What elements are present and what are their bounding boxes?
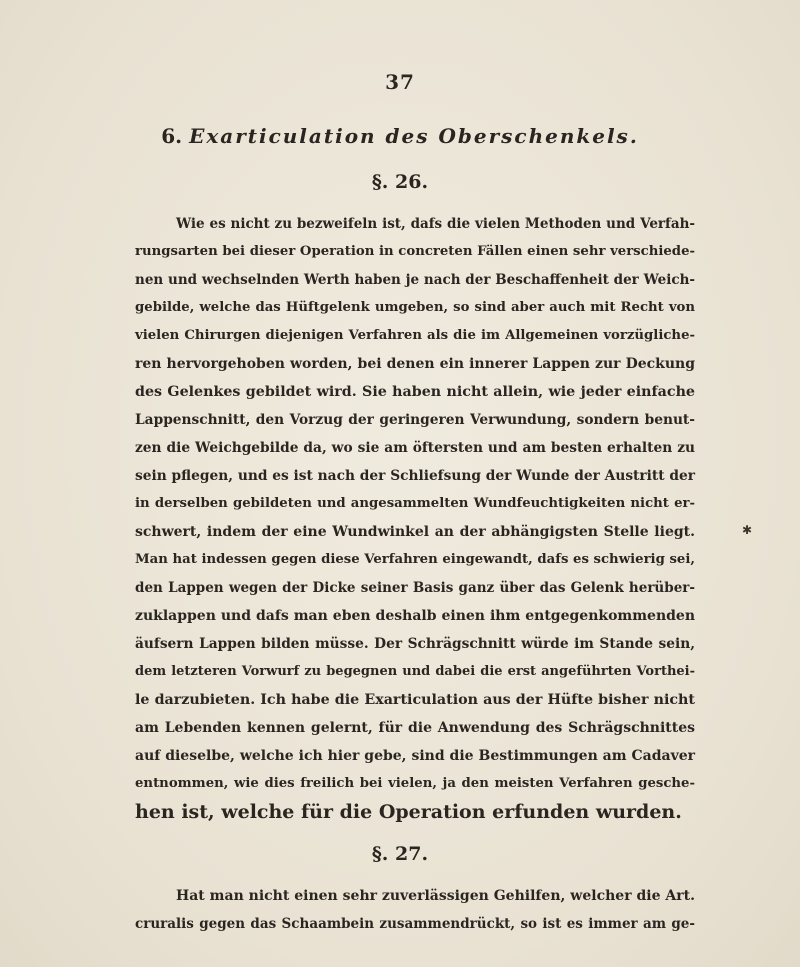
paragraph-line: hen ist, welche für die Operation erfunden wurden. [135, 801, 682, 823]
paragraph-line: des Gelenkes gebildet wird. Sie haben nicht allein, wie jeder einfache [135, 384, 695, 400]
paragraph-line: entnommen, wie dies freilich bei vielen, ja den meisten Verfahren gesche- [135, 776, 695, 791]
paragraph-line: auf dieselbe, welche ich hier gebe, sind die Bestimmungen am Cadaver [135, 748, 695, 764]
paragraph-line: in derselben gebildeten und angesammelten Wundfeuchtigkeiten nicht er- [135, 496, 695, 511]
paragraph-line: äufsern Lappen bilden müsse. Der Schrägschnitt würde im Stande sein, [135, 636, 695, 652]
paragraph-line: Lappenschnitt, den Vorzug der geringeren Verwundung, sondern benut- [135, 412, 695, 428]
paragraph-line: schwert, indem der eine Wundwinkel an der abhängigsten Stelle liegt. [135, 524, 695, 540]
chapter-number: 6. [161, 124, 183, 148]
paragraph-line: gebilde, welche das Hüftgelenk umgeben, so sind aber auch mit Recht von [135, 300, 695, 315]
page-number: 37 [385, 70, 415, 94]
paragraph-line: dem letzteren Vorwurf zu begegnen und dabei die erst angeführten Vorthei- [135, 664, 695, 679]
paragraph-line: vielen Chirurgen diejenigen Verfahren als die im Allgemeinen vorzügliche- [135, 328, 695, 343]
chapter-title: Exarticulation des Oberschenkels. [189, 124, 639, 148]
chapter-heading [0, 124, 800, 148]
paragraph-line: cruralis gegen das Schaambein zusammendrückt, so ist es immer am ge- [135, 916, 695, 932]
section-mark-27: §. 27. [371, 843, 429, 865]
paragraph-line: Man hat indessen gegen diese Verfahren eingewandt, dafs es schwierig sei, [135, 552, 695, 567]
paragraph-line: Wie es nicht zu bezweifeln ist, dafs die vielen Methoden und Verfah- [176, 216, 695, 232]
section-mark-26: §. 26. [371, 171, 429, 193]
paragraph-line: nen und wechselnden Werth haben je nach der Beschaffenheit der Weich- [135, 272, 695, 288]
paragraph-line: ren hervorgehoben worden, bei denen ein innerer Lappen zur Deckung [135, 356, 695, 372]
paragraph-line: zuklappen und dafs man eben deshalb einen ihm entgegenkommenden [135, 608, 695, 624]
paragraph-line: zen die Weichgebilde da, wo sie am öftersten und am besten erhalten zu [135, 440, 695, 456]
ink-blemish-icon: ✱ [742, 523, 753, 537]
paragraph-line: le darzubieten. Ich habe die Exarticulation aus der Hüfte bisher nicht [135, 692, 695, 708]
paragraph-line: rungsarten bei dieser Operation in concreten Fällen einen sehr verschiede- [135, 244, 695, 259]
paragraph-line: Hat man nicht einen sehr zuverlässigen Gehilfen, welcher die Art. [176, 888, 695, 904]
paragraph-line: sein pflegen, und es ist nach der Schliefsung der Wunde der Austritt der [135, 468, 695, 484]
paragraph-line: den Lappen wegen der Dicke seiner Basis ganz über das Gelenk herüber- [135, 580, 695, 596]
paragraph-line: am Lebenden kennen gelernt, für die Anwendung des Schrägschnittes [135, 720, 695, 736]
